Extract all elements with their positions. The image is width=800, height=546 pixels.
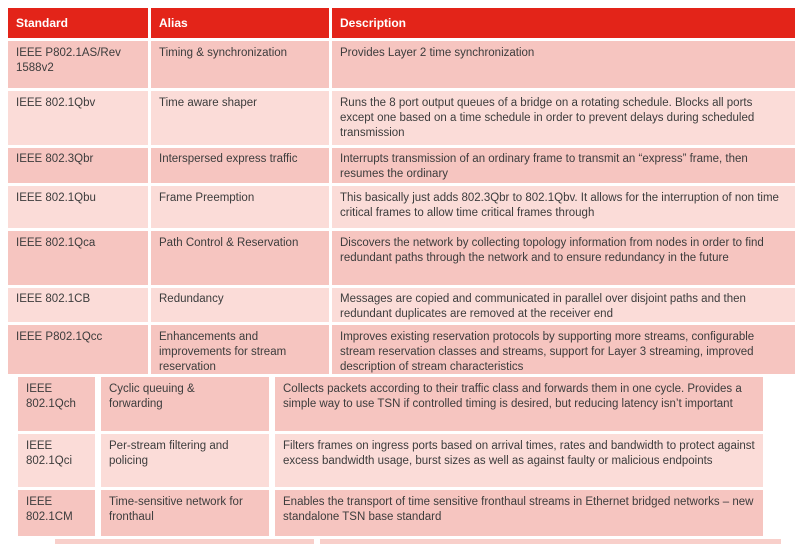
table-row (18, 377, 763, 431)
cell-description: Filters frames on ingress ports based on arrival times, rates and bandwidth to protect against excess bandwidth usage, burst sizes as well as against faulty or malicious endpoints (275, 434, 763, 487)
partial-row-segment (55, 539, 314, 544)
cell-description: This basically just adds 802.3Qbr to 802.1Qbv. It allows for the interruption of non time critical frames to allow time critical frames through (332, 186, 795, 228)
cell-standard: IEEE 802.1Qbv (8, 91, 148, 145)
cell-standard: IEEE 802.3Qbr (8, 148, 148, 183)
cell-description: Messages are copied and communicated in parallel over disjoint paths and then redundant duplicates are removed at the receiver end (332, 288, 795, 322)
cell-description: Provides Layer 2 time synchronization (332, 41, 795, 88)
table-row (18, 434, 763, 487)
cell-standard: IEEE 802.1Qch (18, 377, 95, 431)
cell-description: Runs the 8 port output queues of a bridge on a rotating schedule. Blocks all ports except one based on a time schedule in order to prevent delays during scheduled transmission (332, 91, 795, 145)
tsn-standards-table-continued (18, 377, 763, 539)
header-description: Description (332, 8, 795, 38)
table-row (18, 490, 763, 536)
cell-alias: Timing & synchronization (151, 41, 329, 88)
partial-next-row (55, 539, 781, 544)
table-header-row (8, 8, 795, 38)
partial-row-segment (320, 539, 781, 544)
table-row (8, 41, 795, 88)
cell-description: Interrupts transmission of an ordinary frame to transmit an “express” frame, then resumes the ordinary (332, 148, 795, 183)
cell-alias: Redundancy (151, 288, 329, 322)
cell-standard: IEEE 802.1Qci (18, 434, 95, 487)
cell-description: Discovers the network by collecting topology information from nodes in order to find redundant paths through the network and to ensure redundancy in the future (332, 231, 795, 285)
table-row (8, 325, 795, 374)
cell-standard: IEEE P802.1Qcc (8, 325, 148, 374)
header-standard: Standard (8, 8, 148, 38)
table-row (8, 288, 795, 322)
cell-alias: Path Control & Reservation (151, 231, 329, 285)
cell-standard: IEEE 802.1CB (8, 288, 148, 322)
cell-description: Enables the transport of time sensitive fronthaul streams in Ethernet bridged networks – new standalone TSN base standard (275, 490, 763, 536)
header-alias: Alias (151, 8, 329, 38)
table-row (8, 148, 795, 183)
cell-standard: IEEE 802.1CM (18, 490, 95, 536)
cell-standard: IEEE 802.1Qca (8, 231, 148, 285)
cell-alias: Enhancements and improvements for stream reservation (151, 325, 329, 374)
cell-alias: Time aware shaper (151, 91, 329, 145)
cell-alias: Interspersed express traffic (151, 148, 329, 183)
tsn-standards-table (8, 8, 795, 377)
table-row (8, 186, 795, 228)
cell-alias: Per-stream filtering and policing (101, 434, 269, 487)
cell-description: Collects packets according to their traffic class and forwards them in one cycle. Provides a simple way to use TSN if controlled timing is desired, but reducing latency isn’t important (275, 377, 763, 431)
cell-alias: Frame Preemption (151, 186, 329, 228)
cell-standard: IEEE P802.1AS/Rev 1588v2 (8, 41, 148, 88)
table-row (8, 231, 795, 285)
cell-standard: IEEE 802.1Qbu (8, 186, 148, 228)
table-row (8, 91, 795, 145)
cell-alias: Cyclic queuing & forwarding (101, 377, 269, 431)
cell-alias: Time-sensitive network for fronthaul (101, 490, 269, 536)
cell-description: Improves existing reservation protocols by supporting more streams, configurable stream reservation classes and streams, support for Layer 3 streaming, improved description of stream characteristics (332, 325, 795, 374)
